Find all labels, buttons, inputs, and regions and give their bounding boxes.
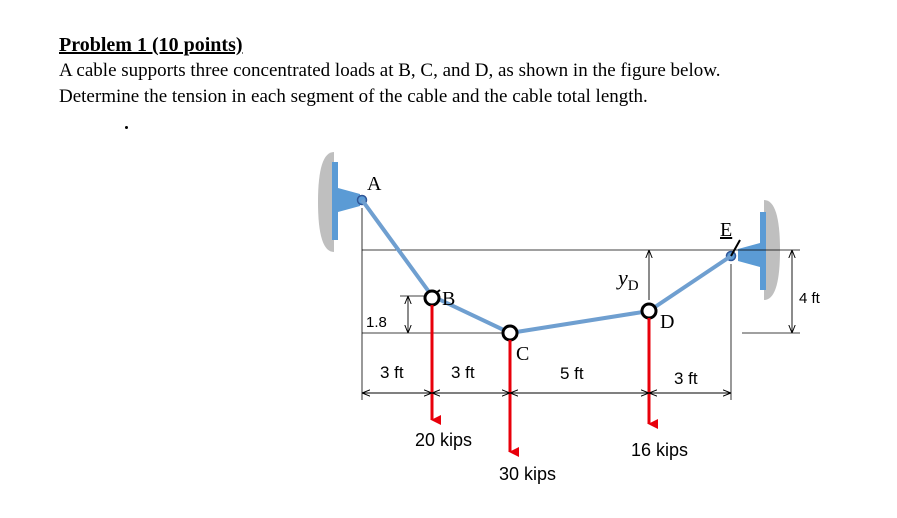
support-a	[318, 152, 367, 252]
load-label-b: 20 kips	[415, 430, 473, 450]
cable	[362, 200, 731, 333]
label-a: A	[367, 173, 382, 195]
label-height-e: 4 ft	[799, 290, 820, 307]
label-yd: $y_D$	[618, 265, 639, 294]
ring-b	[425, 291, 439, 305]
load-label-c: 30 kips	[499, 464, 557, 484]
ring-d	[642, 304, 656, 318]
label-c: C	[516, 343, 530, 365]
problem-statement-line-1: A cable supports three concentrated loads at B, C, and D, as shown in the figure below.	[59, 60, 721, 81]
label-yb: 1.8	[366, 314, 387, 331]
ring-c	[503, 326, 517, 340]
label-e: E	[720, 219, 733, 241]
label-span-ab: 3 ft	[380, 363, 404, 382]
label-d: D	[660, 311, 675, 333]
label-span-bc: 3 ft	[451, 363, 475, 382]
label-span-cd: 5 ft	[560, 364, 584, 383]
problem-statement-line-2: Determine the tension in each segment of the cable and the cable total length.	[59, 86, 648, 107]
label-span-de: 3 ft	[674, 369, 698, 388]
problem-title: Problem 1 (10 points)	[59, 34, 243, 56]
load-label-d: 16 kips	[631, 440, 689, 460]
label-b: B	[442, 288, 456, 310]
